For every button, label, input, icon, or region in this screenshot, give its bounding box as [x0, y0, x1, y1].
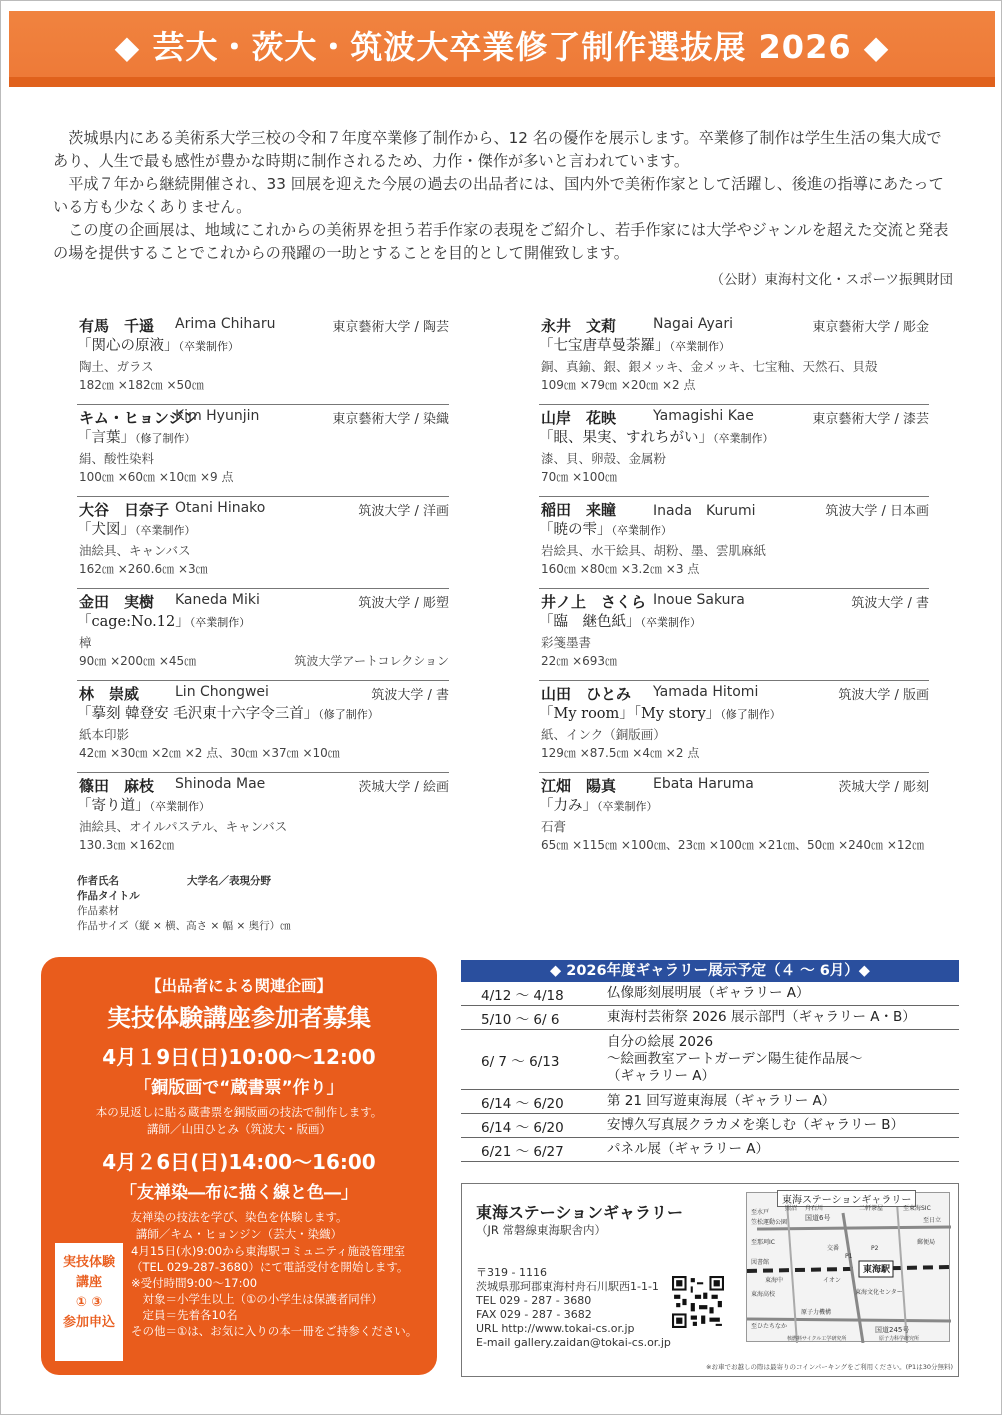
qr-code-icon [672, 1276, 724, 1328]
university-field: 東京藝術大学 / 染織 [332, 412, 449, 427]
work-title [77, 702, 379, 723]
schedule-heading: ◆ 2026年度ギャラリー展示予定（４ 〜 6月）◆ [461, 960, 959, 982]
session1-date: 4月１9日(日)10:00〜12:00 [102, 1045, 376, 1069]
artist-name: 江畑 陽真 [541, 777, 617, 795]
work-title-text: 「臨 継色紙」 [539, 614, 641, 630]
work-kind: （卒業制作） [669, 340, 730, 353]
work-title-text: 「関心の原液」 [77, 338, 179, 354]
work-title-text: 「暁の雫」 [539, 522, 612, 538]
artist-name: 山田 ひとみ [541, 685, 632, 703]
work-entry [539, 681, 929, 773]
work-material: 漆、貝、卵殻、金属粉 [541, 451, 667, 466]
fax: FAX 029 - 287 - 3682 [476, 1308, 592, 1321]
work-title [77, 794, 210, 815]
schedule-date: 6/ 7 〜 6/13 [481, 1053, 560, 1070]
workshop-heading: 【出品者による関連企画】 [145, 977, 332, 995]
map-label: 原子力科学研究所 [879, 1336, 920, 1342]
artist-roman-name: Arima Chiharu [175, 316, 276, 332]
schedule-event: 仏像彫刻展明展（ギャラリー A） [607, 985, 810, 1001]
artist-name: 大谷 日奈子 [79, 501, 170, 519]
map-label: P2 [871, 1245, 879, 1252]
apply-text-line: その他＝①は、お気に入りの本一冊をご持参ください。 [131, 1324, 418, 1338]
work-material: 油絵具、オイルパステル、キャンバス [79, 819, 288, 834]
work-kind: （修了制作） [135, 432, 196, 445]
artist-name: 林 崇威 [79, 685, 140, 703]
schedule-event: 安博久写真展クラカメを楽しむ（ギャラリー B） [607, 1117, 905, 1133]
gallery-name: 東海ステーションギャラリー [476, 1203, 684, 1222]
gallery-info [461, 1183, 959, 1377]
artist-roman-name: Kim Hyunjin [175, 408, 260, 424]
session2-description: 友禅染の技法を学び、染色を体験します。 [130, 1210, 348, 1224]
apply-label-line: ① ③ [75, 1295, 103, 1310]
work-entry [77, 773, 449, 865]
work-size: 70㎝ ×100㎝ [541, 470, 618, 484]
work-title-text: 「力み」 [539, 798, 597, 814]
work-entry [77, 497, 449, 589]
work-title [77, 426, 196, 447]
intro-paragraph-3: この度の企画展は、地域にこれからの美術界を担う若手作家の表現をご紹介し、若手作家には大学やジャンルを超えた交流と発表の場を提供することでこれからの飛躍の一助とすることを目的として開催致します。 [53, 221, 949, 262]
map-label: 東海高校 [751, 1291, 776, 1298]
apply-label-line: 参加申込 [62, 1315, 115, 1330]
work-kind: （卒業制作） [597, 800, 658, 813]
work-title-text: 「眼、果実、すれちがい」 [539, 430, 713, 446]
website-link[interactable]: URL http://www.tokai-cs.or.jp [476, 1322, 635, 1335]
map-title: 東海ステーションギャラリー [777, 1190, 916, 1207]
map-station-label: 東海駅 [863, 1265, 891, 1275]
schedule-date: 4/12 〜 4/18 [481, 987, 564, 1004]
work-material: 絹、酸性染料 [79, 451, 155, 466]
session1-lecturer: 講師／山田ひとみ（筑波大・版画） [147, 1122, 331, 1136]
work-material: 陶土、ガラス [79, 359, 154, 374]
schedule-event: 東海村芸術祭 2026 展示部門（ギャラリー A・B） [607, 1009, 916, 1025]
work-material: 彩箋墨書 [541, 635, 592, 650]
work-title [77, 610, 250, 631]
schedule-date: 6/14 〜 6/20 [481, 1119, 564, 1136]
schedule-event: 第 21 回写遊東海展（ギャラリー A） [607, 1093, 836, 1109]
map-label: 舟石川 [805, 1205, 824, 1212]
address: 茨城県那珂郡東海村舟石川駅西1-1-1 [476, 1280, 659, 1293]
schedule-date: 6/21 〜 6/27 [481, 1143, 564, 1160]
schedule-event: パネル展（ギャラリー A） [607, 1141, 770, 1157]
work-title [77, 518, 196, 539]
university-field: 茨城大学 / 彫刻 [838, 780, 929, 795]
session1-desc [41, 1104, 437, 1138]
artist-roman-name: Yamada Hitomi [653, 684, 759, 700]
artist-roman-name: Inoue Sakura [653, 592, 745, 608]
apply-text-line: 対象＝小学生以上（①の小学生は保護者同伴） [131, 1292, 383, 1306]
work-material: 紙、インク（銅版画） [541, 727, 666, 742]
work-entry [77, 589, 449, 681]
intro-paragraph-2: 平成７年から継続開催され、33 回展を迎えた今展の過去の出品者には、国内外で美術作家として活躍し、後進の指導にあたっている方も少なくありません。 [53, 175, 944, 216]
work-title-text: 「My room」「My story」 [539, 706, 721, 722]
work-size: 130.3㎝ ×162㎝ [79, 838, 175, 852]
workshop-title: 実技体験講座参加者募集 [107, 1004, 371, 1032]
map-label: イオン [823, 1277, 841, 1284]
artist-name: 金田 実樹 [79, 593, 155, 611]
work-entry [77, 313, 449, 405]
work-material: 油絵具、キャンバス [79, 543, 191, 558]
work-entry [539, 497, 929, 589]
university-field: 筑波大学 / 書 [851, 596, 929, 611]
work-material: 銅、真鍮、銀、銀メッキ、金メッキ、七宝釉、天然石、貝殻 [541, 359, 878, 374]
session2-date: 4月２6日(日)14:00〜16:00 [102, 1150, 376, 1174]
works-list-right [539, 313, 929, 865]
work-kind: （修了制作） [720, 708, 781, 721]
legend-size: 作品サイズ（縦 × 横、高さ × 幅 × 奥行）㎝ [77, 920, 291, 932]
work-kind: （卒業制作） [189, 616, 251, 629]
artist-name: 永井 文莉 [541, 317, 617, 335]
map-label: 至日立 [923, 1217, 942, 1224]
session2-title: 「友禅染―布に描く線と色―」 [120, 1183, 358, 1203]
work-material: 樟 [79, 635, 92, 650]
work-title [539, 794, 658, 815]
work-size: 162㎝ ×260.6㎝ ×3㎝ [79, 562, 208, 576]
university-field: 東京藝術大学 / 陶芸 [332, 320, 449, 335]
apply-text-line: 4月15日(水)9:00から東海駅コミュニティ施設管理室 [131, 1244, 406, 1258]
map-label: 至水戸 [751, 1209, 770, 1216]
parking-note: ※お車でお越しの際は最寄りのコインパーキングをご利用ください。(P1は30分無料) [706, 1363, 953, 1371]
artist-roman-name: Ebata Haruma [653, 776, 754, 792]
work-kind: （卒業制作） [149, 800, 210, 813]
map-label: 交番 [827, 1245, 840, 1252]
phone: TEL 029 - 287 - 3680 [476, 1294, 592, 1307]
legend-material: 作品素材 [77, 905, 119, 917]
work-title-text: 「七宝唐草曼荼羅」 [539, 338, 670, 354]
work-entry [539, 313, 929, 405]
work-kind: （卒業制作） [135, 524, 196, 537]
session2-desc [41, 1209, 437, 1243]
map-label: P1 [845, 1253, 853, 1260]
application-text [131, 1243, 431, 1339]
work-size: 22㎝ ×693㎝ [541, 654, 618, 668]
map-label: 郵便局 [917, 1239, 936, 1246]
artist-roman-name: Otani Hinako [175, 500, 266, 516]
artist-roman-name: Yamagishi Kae [653, 408, 754, 424]
schedule-row [461, 1006, 959, 1030]
workshop-panel [41, 957, 437, 1375]
university-field: 筑波大学 / 書 [371, 688, 449, 703]
artist-name: 有馬 千遥 [79, 317, 155, 335]
map-label: 笠松運動公園 [751, 1219, 788, 1226]
work-title-text: 「犬図」 [77, 522, 135, 538]
schedule-row [461, 1030, 959, 1090]
work-size: 129㎝ ×87.5㎝ ×4㎝ ×2 点 [541, 746, 700, 760]
map-label: 原子力機構 [801, 1309, 832, 1316]
work-material: 石膏 [541, 819, 567, 834]
artist-roman-name: Inada Kurumi [653, 503, 756, 519]
session2-lecturer: 講師／キム・ヒョンジン（芸大・染織） [135, 1227, 343, 1241]
university-field: 筑波大学 / 洋画 [358, 504, 449, 519]
gallery-address [476, 1266, 671, 1350]
work-title [539, 518, 672, 539]
gallery-schedule [461, 960, 959, 1162]
schedule-date: 6/14 〜 6/20 [481, 1095, 564, 1112]
artist-roman-name: Kaneda Miki [175, 592, 260, 608]
apply-text-line: 定員＝先着各10名 [131, 1308, 238, 1322]
map-label: 至東海SIC [903, 1205, 931, 1212]
map-label: 東海中 [765, 1277, 784, 1284]
organizer: （公財）東海村文化・スポーツ振興財団 [710, 272, 953, 288]
artist-name: 山岸 花映 [541, 409, 617, 427]
schedule-row [461, 982, 959, 1006]
intro-text [53, 127, 953, 292]
work-entry [77, 405, 449, 497]
work-size: 90㎝ ×200㎝ ×45㎝ [79, 654, 197, 668]
artist-name: 稲田 来瞳 [541, 501, 617, 519]
work-size: 160㎝ ×80㎝ ×3.2㎝ ×3 点 [541, 562, 700, 576]
map-label: 照沼 [785, 1205, 798, 1212]
university-field: 筑波大学 / 日本画 [825, 504, 929, 519]
artist-name: 篠田 麻枝 [79, 777, 155, 795]
university-field: 筑波大学 / 版画 [838, 688, 929, 703]
apply-text-line: （TEL 029-287-3680）にて電話受付を開始します。 [131, 1260, 409, 1274]
work-material: 紙本印影 [79, 727, 130, 742]
artist-roman-name: Nagai Ayari [653, 316, 733, 332]
legend-title: 作品タイトル [77, 890, 140, 902]
session1-title: 「銅版画で“蔵書票”作り」 [134, 1078, 344, 1098]
schedule-rows [461, 982, 959, 1162]
work-title-text: 「言葉」 [77, 430, 135, 446]
work-title-text: 「摹刻 韓登安 毛沢東十六字令三首」 [77, 706, 319, 722]
university-field: 筑波大学 / 彫塑 [358, 596, 449, 611]
work-entry [539, 589, 929, 681]
schedule-row [461, 1090, 959, 1114]
work-collection: 筑波大学アートコレクション [294, 654, 449, 668]
work-size: 65㎝ ×115㎝ ×100㎝、23㎝ ×100㎝ ×21㎝、50㎝ ×240㎝ ×12㎝ [541, 838, 925, 852]
gallery-location: （JR 常磐線東海駅舎内） [476, 1223, 607, 1237]
work-title [539, 334, 730, 355]
apply-label-line: 講座 [75, 1275, 102, 1290]
work-kind: （修了制作） [318, 708, 379, 721]
email-link[interactable]: E-mail gallery.zaidan@tokai-cs.or.jp [476, 1336, 671, 1349]
postal-code: 〒319 - 1116 [476, 1266, 547, 1279]
work-entry [77, 681, 449, 773]
session1-description: 本の見返しに貼る蔵書票を銅版画の技法で制作します。 [95, 1105, 383, 1119]
apply-text-line: ※受付時間9:00～17:00 [131, 1276, 258, 1290]
schedule-row [461, 1138, 959, 1162]
apply-label-line: 実技体験 [62, 1255, 115, 1270]
work-size: 100㎝ ×60㎝ ×10㎝ ×9 点 [79, 470, 234, 484]
work-size: 109㎝ ×79㎝ ×20㎝ ×2 点 [541, 378, 696, 392]
work-title-text: 「寄り道」 [77, 798, 150, 814]
works-legend [77, 874, 291, 934]
map-label: 図書館 [751, 1259, 770, 1266]
application-label [55, 1243, 123, 1361]
work-title [77, 334, 239, 355]
schedule-date: 5/10 〜 6/ 6 [481, 1011, 560, 1028]
access-map [746, 1192, 950, 1342]
map-label: 二軒茶屋 [859, 1205, 884, 1212]
map-label: 至那珂IC [751, 1239, 775, 1246]
work-kind: （卒業制作） [611, 524, 672, 537]
work-title [539, 426, 774, 447]
university-field: 茨城大学 / 絵画 [358, 780, 449, 795]
schedule-event: 自分の絵展 2026 〜絵画教室アートガーデン陽生徒作品展〜 （ギャラリー A） [607, 1034, 863, 1084]
works-list-left [77, 313, 449, 865]
map-label: 核燃料サイクル工学研究所 [787, 1336, 847, 1342]
work-size: 182㎝ ×182㎝ ×50㎝ [79, 378, 204, 392]
artist-roman-name: Lin Chongwei [175, 684, 269, 700]
map-label: 至ひたちなか [751, 1323, 788, 1330]
work-kind: （卒業制作） [713, 432, 774, 445]
map-route6-label: 国道6号 [805, 1214, 831, 1222]
exhibition-title: ◆ 芸大・茨大・筑波大卒業修了制作選抜展 2026 ◆ [9, 11, 995, 87]
university-field: 東京藝術大学 / 彫金 [812, 320, 929, 335]
artist-name: キム・ヒョンジン [79, 409, 199, 427]
map-label: 東海文化センター [855, 1289, 903, 1296]
work-size: 42㎝ ×30㎝ ×2㎝ ×2 点、30㎝ ×37㎝ ×10㎝ [79, 746, 340, 760]
work-entry [539, 405, 929, 497]
work-title [539, 702, 781, 723]
schedule-row [461, 1114, 959, 1138]
artist-roman-name: Shinoda Mae [175, 776, 266, 792]
legend-name: 作者氏名 [77, 875, 119, 887]
artist-name: 井ノ上 さくら [541, 593, 647, 611]
intro-paragraph-1: 茨城県内にある美術系大学三校の令和７年度卒業修了制作から、12 名の優作を展示します。卒業修了制作は学生生活の集大成であり、人生で最も感性が豊かな時期に制作されるため、力作・傑作が多いと言われています。 [53, 129, 942, 170]
map-route245-label: 国道245号 [875, 1326, 910, 1334]
work-entry [539, 773, 929, 865]
work-material: 岩絵具、水干絵具、胡粉、墨、雲肌麻紙 [541, 543, 767, 558]
university-field: 東京藝術大学 / 漆芸 [812, 412, 929, 427]
work-kind: （卒業制作） [640, 616, 701, 629]
work-title [539, 610, 701, 631]
work-title-text: 「cage:No.12」 [77, 614, 190, 630]
work-kind: （卒業制作） [178, 340, 239, 353]
legend-univ: 大学名／表現分野 [187, 875, 271, 887]
